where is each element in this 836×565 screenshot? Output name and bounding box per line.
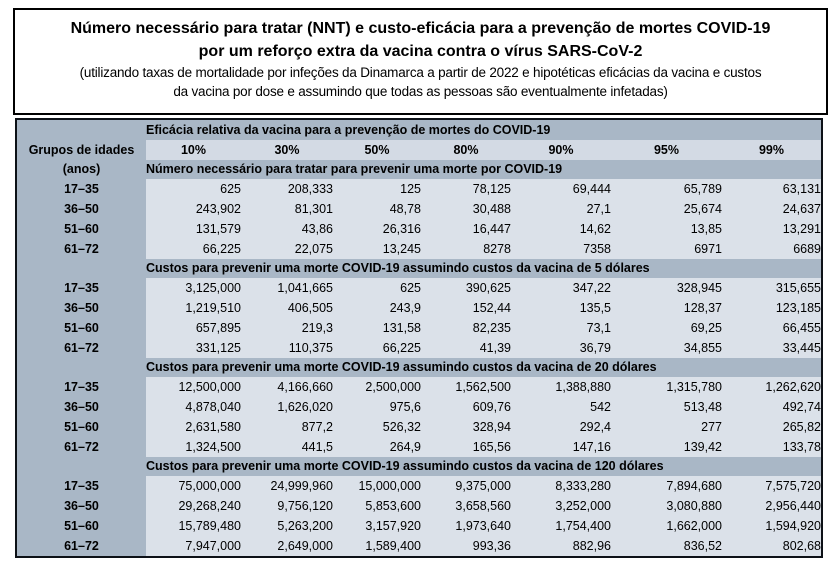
value-cell: 1,662,000 [611,516,722,536]
value-cell: 66,455 [722,318,822,338]
value-cell: 877,2 [241,417,333,437]
figure-subtitle-line1: (utilizando taxas de mortalidade por infeções da Dinamarca a partir de 2022 e hipotéticas eficácias da vacina e custos [79,65,762,80]
value-cell: 625 [333,278,421,298]
value-cell: 277 [611,417,722,437]
value-cell: 81,301 [241,199,333,219]
age-group-cell: 36–50 [16,199,146,219]
value-cell: 882,96 [511,536,611,557]
efficacy-header-row [16,119,822,140]
value-cell: 13,85 [611,219,722,239]
value-cell: 265,82 [722,417,822,437]
section-label-spacer-cell [16,259,146,279]
value-cell: 69,444 [511,179,611,199]
value-cell: 30,488 [421,199,511,219]
value-cell: 331,125 [146,338,241,358]
section-header-cell: Custos para prevenir uma morte COVID-19 assumindo custos da vacina de 20 dólares [146,358,822,378]
value-cell: 6689 [722,239,822,259]
value-cell: 6971 [611,239,722,259]
efficacy-levels-row [16,140,822,160]
section-header-row [16,259,822,279]
section-label-spacer-cell [16,358,146,378]
value-cell: 2,956,440 [722,496,822,516]
section-header-row [16,160,822,180]
value-cell: 406,505 [241,298,333,318]
efficacy-level-cell: 50% [333,140,421,160]
value-cell: 73,1 [511,318,611,338]
value-cell: 2,649,000 [241,536,333,557]
value-cell: 264,9 [333,437,421,457]
value-cell: 625 [146,179,241,199]
data-row [16,536,822,557]
section-header-cell: Custos para prevenir uma morte COVID-19 assumindo custos da vacina de 5 dólares [146,259,822,279]
value-cell: 1,562,500 [421,377,511,397]
value-cell: 125 [333,179,421,199]
value-cell: 48,78 [333,199,421,219]
value-cell: 66,225 [333,338,421,358]
value-cell: 208,333 [241,179,333,199]
value-cell: 65,789 [611,179,722,199]
value-cell: 78,125 [421,179,511,199]
age-group-cell: 51–60 [16,318,146,338]
value-cell: 16,447 [421,219,511,239]
age-group-cell: 17–35 [16,179,146,199]
value-cell: 347,22 [511,278,611,298]
data-row [16,417,822,437]
value-cell: 41,39 [421,338,511,358]
value-cell: 1,626,020 [241,397,333,417]
value-cell: 1,262,620 [722,377,822,397]
data-row [16,179,822,199]
value-cell: 5,263,200 [241,516,333,536]
value-cell: 975,6 [333,397,421,417]
value-cell: 3,252,000 [511,496,611,516]
data-row [16,377,822,397]
value-cell: 123,185 [722,298,822,318]
value-cell: 24,637 [722,199,822,219]
data-row [16,496,822,516]
value-cell: 7,947,000 [146,536,241,557]
data-row [16,397,822,417]
value-cell: 4,166,660 [241,377,333,397]
value-cell: 7,575,720 [722,476,822,496]
efficacy-level-cell: 80% [421,140,511,160]
value-cell: 1,315,780 [611,377,722,397]
value-cell: 22,075 [241,239,333,259]
value-cell: 441,5 [241,437,333,457]
value-cell: 1,589,400 [333,536,421,557]
age-group-cell: 61–72 [16,437,146,457]
value-cell: 139,42 [611,437,722,457]
efficacy-level-cell: 10% [146,140,241,160]
value-cell: 802,68 [722,536,822,557]
title-box [13,8,828,115]
value-cell: 12,500,000 [146,377,241,397]
value-cell: 7,894,680 [611,476,722,496]
value-cell: 15,789,480 [146,516,241,536]
age-group-cell: 61–72 [16,338,146,358]
value-cell: 3,658,560 [421,496,511,516]
value-cell: 1,594,920 [722,516,822,536]
value-cell: 152,44 [421,298,511,318]
value-cell: 133,78 [722,437,822,457]
value-cell: 1,388,880 [511,377,611,397]
value-cell: 542 [511,397,611,417]
value-cell: 328,94 [421,417,511,437]
value-cell: 147,16 [511,437,611,457]
row-group-label-cell: Grupos de idades [16,140,146,160]
value-cell: 1,041,665 [241,278,333,298]
age-group-cell: 61–72 [16,239,146,259]
efficacy-header-cell: Eficácia relativa da vacina para a prevenção de mortes do COVID-19 [146,119,822,140]
age-group-cell: 51–60 [16,516,146,536]
value-cell: 1,219,510 [146,298,241,318]
age-group-cell: 36–50 [16,298,146,318]
value-cell: 43,86 [241,219,333,239]
value-cell: 513,48 [611,397,722,417]
value-cell: 13,245 [333,239,421,259]
value-cell: 1,754,400 [511,516,611,536]
value-cell: 165,56 [421,437,511,457]
figure-title-line2: por um reforço extra da vacina contra o vírus SARS-CoV-2 [198,43,643,60]
value-cell: 24,999,960 [241,476,333,496]
value-cell: 9,756,120 [241,496,333,516]
value-cell: 7358 [511,239,611,259]
value-cell: 315,655 [722,278,822,298]
data-row [16,239,822,259]
age-group-cell: 36–50 [16,496,146,516]
data-row [16,318,822,338]
value-cell: 3,157,920 [333,516,421,536]
value-cell: 526,32 [333,417,421,437]
value-cell: 110,375 [241,338,333,358]
figure-title-line1: Número necessário para tratar (NNT) e custo-eficácia para a prevenção de mortes COVID-19 [70,20,771,37]
section-label-spacer-cell [16,457,146,477]
value-cell: 135,5 [511,298,611,318]
value-cell: 131,58 [333,318,421,338]
value-cell: 69,25 [611,318,722,338]
age-group-cell: 17–35 [16,278,146,298]
value-cell: 657,895 [146,318,241,338]
value-cell: 243,902 [146,199,241,219]
value-cell: 2,631,580 [146,417,241,437]
efficacy-level-cell: 95% [611,140,722,160]
age-group-cell: 17–35 [16,377,146,397]
age-group-cell: 51–60 [16,417,146,437]
value-cell: 836,52 [611,536,722,557]
value-cell: 14,62 [511,219,611,239]
value-cell: 25,674 [611,199,722,219]
efficacy-level-cell: 30% [241,140,333,160]
value-cell: 8,333,280 [511,476,611,496]
value-cell: 131,579 [146,219,241,239]
section-header-row [16,358,822,378]
value-cell: 8278 [421,239,511,259]
value-cell: 243,9 [333,298,421,318]
data-row [16,278,822,298]
efficacy-level-cell: 90% [511,140,611,160]
value-cell: 26,316 [333,219,421,239]
value-cell: 63,131 [722,179,822,199]
value-cell: 34,855 [611,338,722,358]
data-row [16,219,822,239]
value-cell: 75,000,000 [146,476,241,496]
table-body [16,119,822,557]
value-cell: 33,445 [722,338,822,358]
value-cell: 9,375,000 [421,476,511,496]
value-cell: 13,291 [722,219,822,239]
section-header-row [16,457,822,477]
value-cell: 82,235 [421,318,511,338]
section-header-cell: Custos para prevenir uma morte COVID-19 assumindo custos da vacina de 120 dólares [146,457,822,477]
value-cell: 328,945 [611,278,722,298]
value-cell: 5,853,600 [333,496,421,516]
data-row [16,199,822,219]
value-cell: 2,500,000 [333,377,421,397]
data-row [16,437,822,457]
figure-subtitle-line2: da vacina por dose e assumindo que todas as pessoas são eventualmente infetadas) [173,84,668,99]
value-cell: 128,37 [611,298,722,318]
value-cell: 1,324,500 [146,437,241,457]
value-cell: 66,225 [146,239,241,259]
value-cell: 993,36 [421,536,511,557]
value-cell: 492,74 [722,397,822,417]
value-cell: 3,125,000 [146,278,241,298]
value-cell: 29,268,240 [146,496,241,516]
nnt-table [15,118,823,558]
age-group-cell: 51–60 [16,219,146,239]
section-header-cell: Número necessário para tratar para prevenir uma morte por COVID-19 [146,160,822,180]
efficacy-level-cell: 99% [722,140,822,160]
data-row [16,516,822,536]
value-cell: 15,000,000 [333,476,421,496]
value-cell: 36,79 [511,338,611,358]
age-group-cell: 17–35 [16,476,146,496]
value-cell: 609,76 [421,397,511,417]
row-group-units-cell: (anos) [16,160,146,180]
value-cell: 3,080,880 [611,496,722,516]
value-cell: 219,3 [241,318,333,338]
value-cell: 4,878,040 [146,397,241,417]
value-cell: 292,4 [511,417,611,437]
data-row [16,476,822,496]
value-cell: 390,625 [421,278,511,298]
value-cell: 27,1 [511,199,611,219]
age-group-cell: 61–72 [16,536,146,557]
value-cell: 1,973,640 [421,516,511,536]
row-group-corner-cell [16,119,146,140]
age-group-cell: 36–50 [16,397,146,417]
data-row [16,298,822,318]
data-row [16,338,822,358]
